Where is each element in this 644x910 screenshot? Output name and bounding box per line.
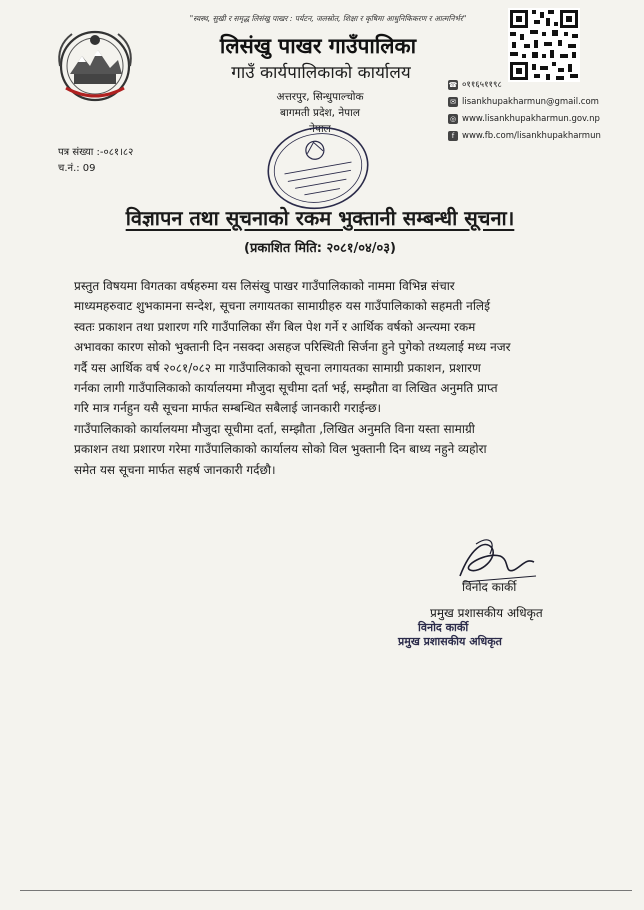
letter-number: पत्र संख्या :-०८१।८२ (58, 147, 134, 158)
contact-block (448, 76, 628, 144)
body-line: गर्दै यस आर्थिक वर्ष २०८१/०८२ मा गाउँपालिकाको सूचना लगायतका सामाग्री प्रकाशन, प्रशारण (74, 360, 481, 375)
facebook-icon: f (448, 131, 458, 141)
contact-phone (448, 76, 628, 93)
body-line: समेत यस सूचना मार्फत सहर्ष जानकारी गर्दछौ। (74, 462, 276, 477)
contact-email[interactable] (448, 93, 628, 110)
body-line: प्रस्तुत विषयमा विगतका वर्षहरुमा यस लिसंखु पाखर गाउँपालिकाको नाममा विभिन्न संचार (74, 279, 455, 293)
signatory-name: विनोद कार्की (462, 580, 517, 594)
contact-website-text[interactable]: www.lisankhupakharmun.gov.np (462, 113, 600, 124)
contact-phone-text: ०११६५११९८ (462, 80, 502, 90)
contact-facebook[interactable] (448, 127, 628, 144)
office-name: गाउँ कार्यपालिकाको कार्यालय (231, 63, 411, 83)
signatory-designation: प्रमुख प्रशासकीय अधिकृत (430, 606, 543, 620)
published-date: (प्रकाशित मिति: २०८१/०४/०३) (244, 241, 396, 256)
body-line: माध्यमहरुवाट शुभकामना सन्देश, सूचना लगायतका सामाग्रीहरु यस गाउँपालिकाको सहमती नलिई (74, 299, 490, 314)
contact-facebook-text[interactable]: www.fb.com/lisankhupakharmun (462, 130, 601, 141)
address-line-1: अत्तरपुर, सिन्धुपाल्चोक (276, 91, 364, 103)
body-line: अभावका कारण सोको भुक्तानी दिन नसक्दा असहज परिस्थिती सिर्जना हुने पुगेको तथ्यलाई मध्य नजर (74, 340, 511, 355)
body-line: प्रकाशन तथा प्रशारण गरेमा गाउँपालिकाको कार्यालय सोको विल भुक्तानी दिन बाध्य नहुने व्यहोरा (74, 442, 487, 457)
email-icon: ✉ (448, 97, 458, 107)
stamp-name: विनोद कार्की (418, 621, 469, 634)
contact-website[interactable] (448, 110, 628, 127)
notice-title: विज्ञापन तथा सूचनाको रकम भुक्तानी सम्बन्धी सूचना। (125, 206, 515, 230)
notice-body (74, 276, 564, 480)
phone-icon: ☎ (448, 80, 458, 89)
header-motto: "स्वस्थ, सुखी र समृद्ध लिसंखु पाखर : पर्यटन, जलस्रोत, शिक्षा र कृषिमा आधुनिकिकरण र आत्मनिर्भर" (189, 14, 467, 23)
qr-code (508, 8, 580, 82)
bottom-divider (20, 890, 632, 891)
address-line-2: बागमती प्रदेश, नेपाल (280, 107, 360, 119)
office-seal-stamp (262, 120, 374, 216)
dispatch-number: च.नं.: 09 (58, 163, 96, 174)
government-emblem (52, 26, 138, 106)
body-line: स्वतः प्रकाशन तथा प्रशारण गरि गाउँपालिका सँग बिल पेश गर्ने र आर्थिक वर्षको अन्त्यमा रकम (74, 319, 476, 334)
body-line: गाउँपालिकाको कार्यालयमा मौजुदा सूचीमा दर्ता, सम्झौता ,लिखित अनुमति विना यस्ता सामाग्री (74, 421, 475, 436)
body-line: गर्नका लागी गाउँपालिकाको कार्यालयमा मौजुदा सूचीमा दर्ता भई, सम्झौता वा लिखित अनुमति प्राप्त (74, 380, 498, 395)
globe-icon: ◎ (449, 114, 457, 123)
body-line: गरि मात्र गर्नहुन यसै सूचना मार्फत सम्बन्धित सबैलाई जानकारी गराईन्छ। (74, 401, 382, 416)
address-line-3: नेपाल (309, 123, 331, 135)
stamp-designation: प्रमुख प्रशासकीय अधिकृत (398, 635, 502, 648)
organization-name: लिसंखु पाखर गाउँपालिका (219, 34, 417, 58)
contact-email-text[interactable]: lisankhupakharmun@gmail.com (462, 96, 599, 107)
